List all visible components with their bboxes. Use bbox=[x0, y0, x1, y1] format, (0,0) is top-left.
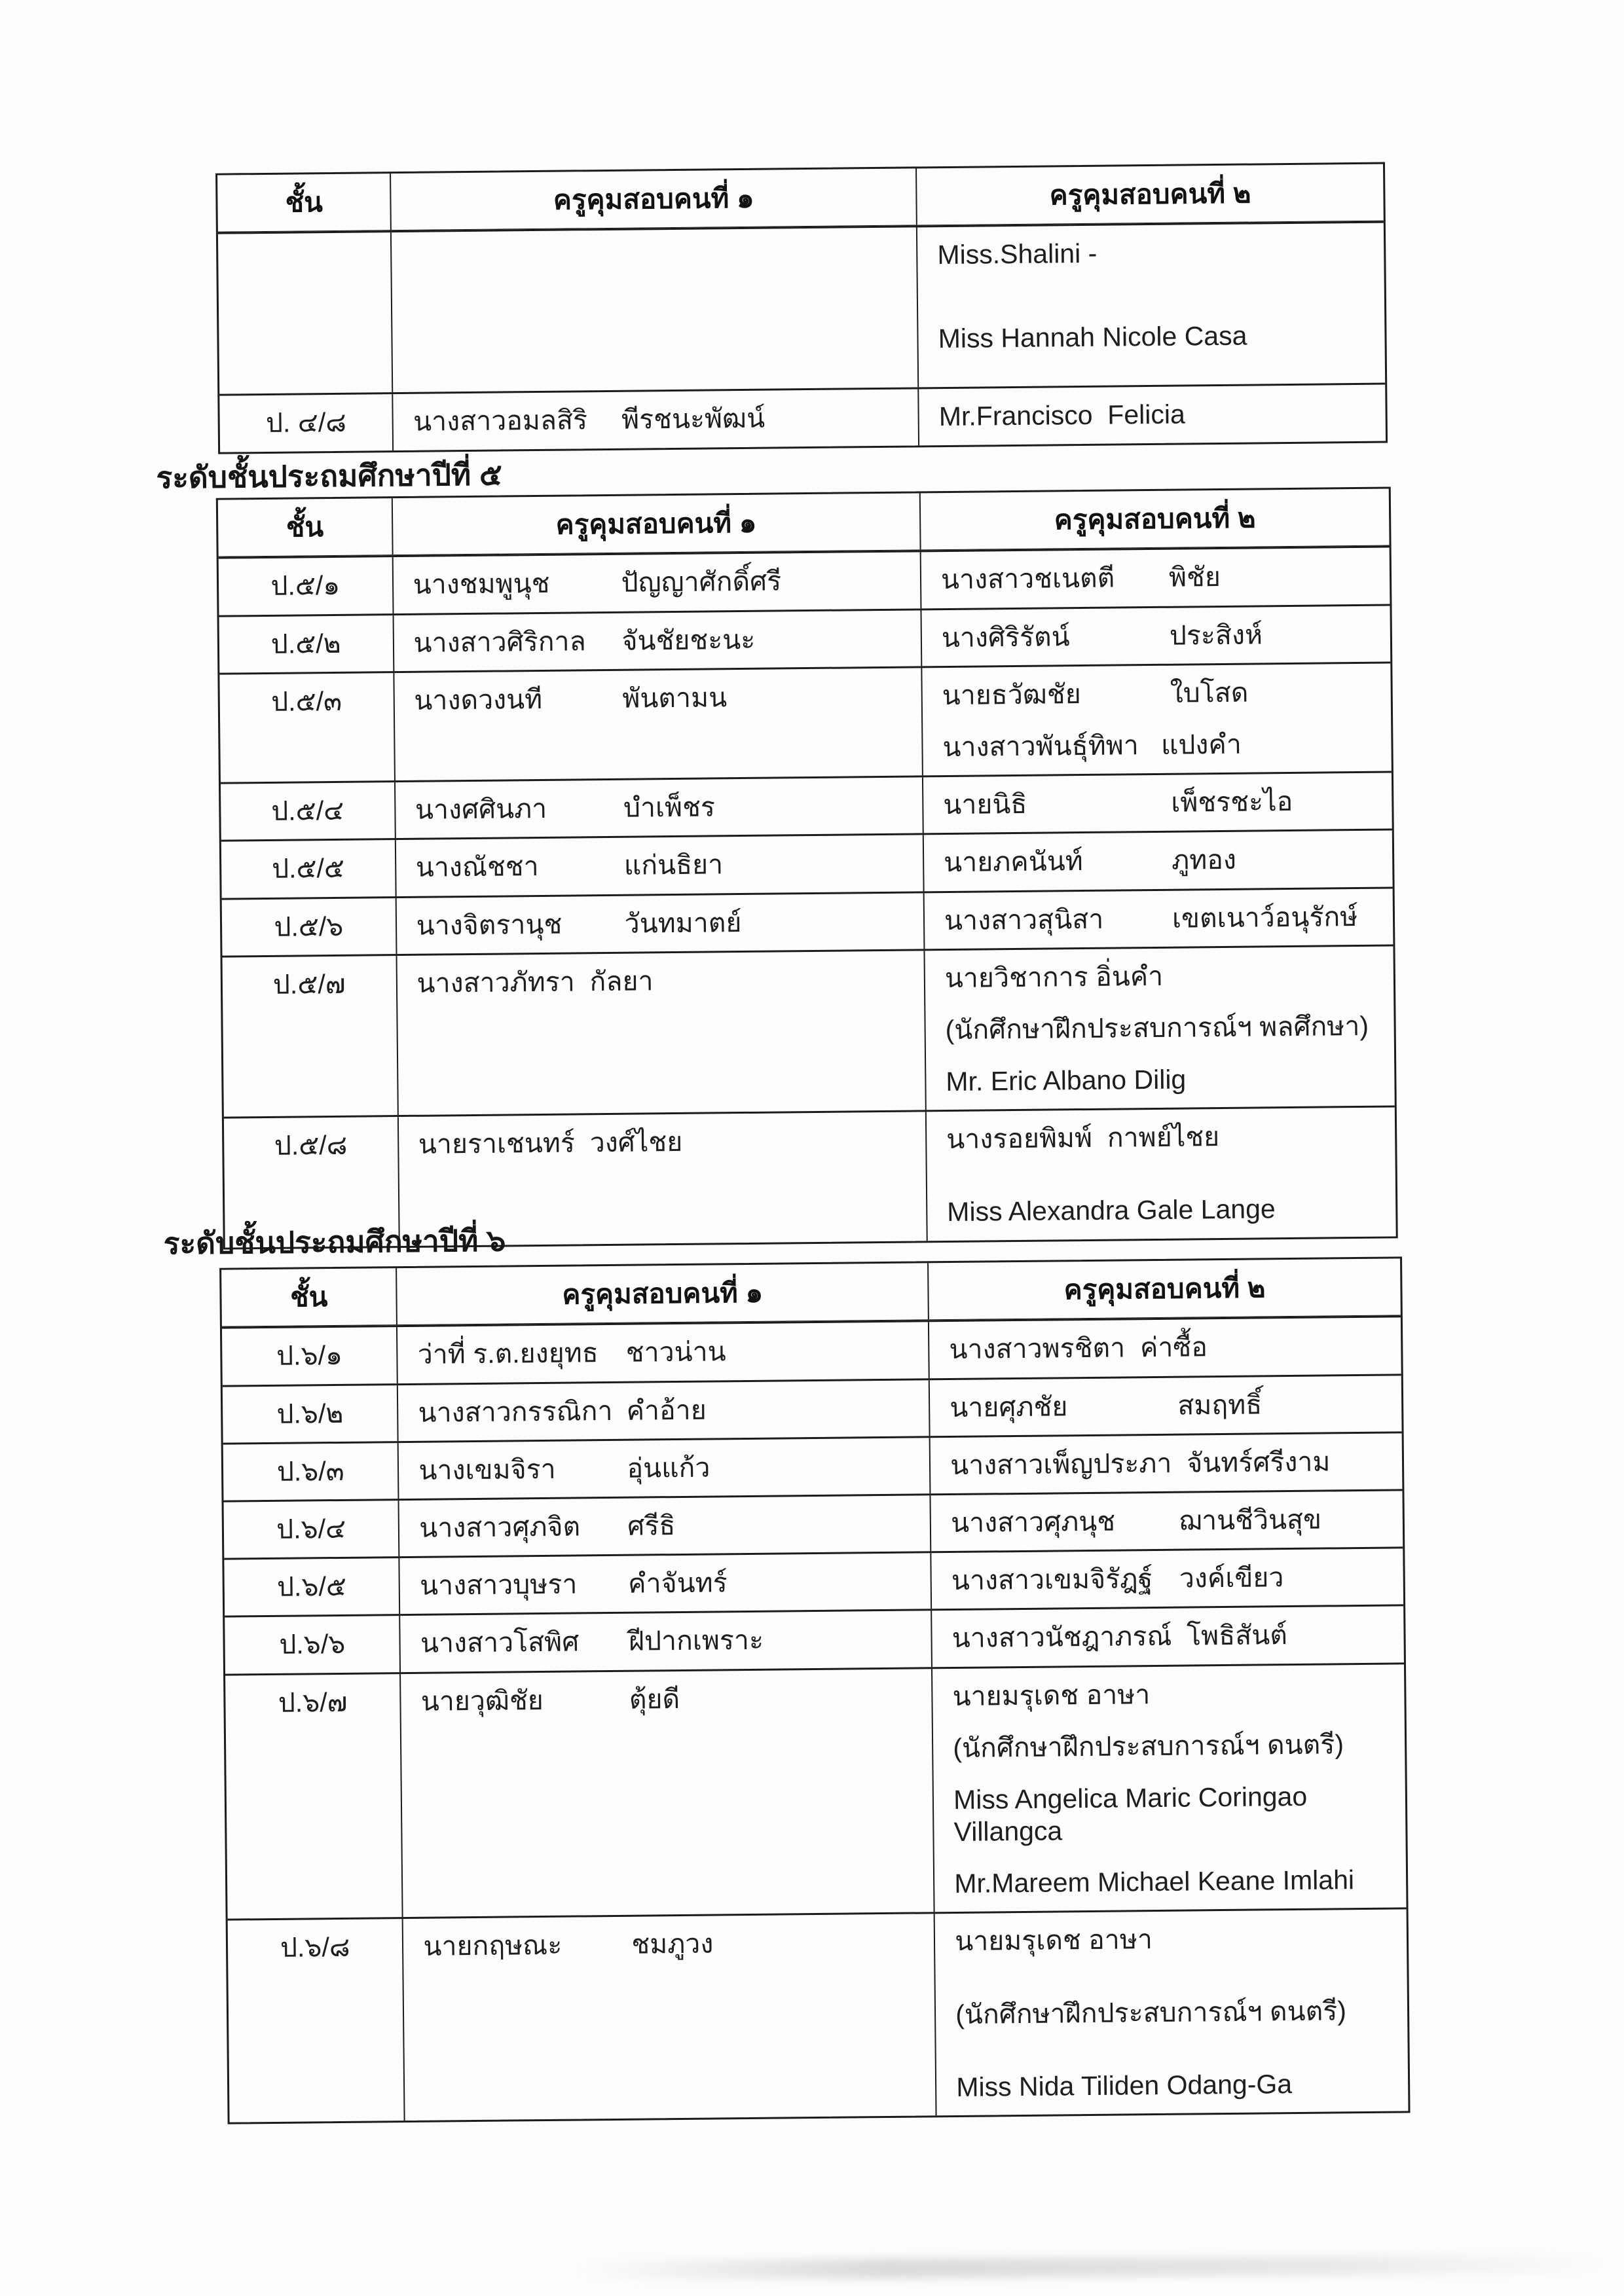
proctor2-cell: นายมรุเดช อาษา (นักศึกษาฝึกประสบการณ์ฯ ดนตรี) Miss Angelica Maric Coringao Villangca Mr.Mareem Michael Keane Imlahi bbox=[931, 1664, 1406, 1912]
proctor2-cell: นางสาวศุภนุช ฌานชีวินสุข bbox=[930, 1491, 1403, 1551]
proctor1-cell: นางสาวภัทรา กัลยา bbox=[396, 951, 925, 1115]
proctor2-cell: นายภคนันท์ ภูทอง bbox=[923, 831, 1393, 891]
proctor2-cell: นางสาวเขมจิรัฎฐ์ วงค์เขียว bbox=[931, 1549, 1404, 1609]
class-cell: ป.๖/๕ bbox=[276, 1571, 347, 1603]
proctor2-cell: นายธวัฒชัย ใบโสด นางสาวพันธุ์ทิพา แปงคำ bbox=[921, 663, 1392, 775]
class-cell: ป.๕/๓ bbox=[270, 685, 342, 717]
proctor1-cell bbox=[390, 228, 917, 393]
p5-proctor-table bbox=[216, 486, 1398, 1249]
proctor1-cell: นายราเชนทร์ วงศ์ไชย bbox=[397, 1112, 926, 1246]
proctor1-cell: นางณัชชา แก่นธิยา bbox=[394, 835, 923, 896]
table-row bbox=[218, 221, 1385, 394]
table-row bbox=[221, 829, 1393, 898]
proctor1-cell: นางชมพูนุช ปัญญาศักดิ์ศรี bbox=[392, 553, 920, 613]
header-class: ชั้น bbox=[289, 1281, 328, 1313]
proctor2-cell: Mr.Francisco Felicia bbox=[917, 385, 1386, 445]
proctor2-cell: นางสาวชเนตตี พิชัย bbox=[920, 548, 1390, 608]
proctor2-cell: นายมรุเดช อาษา (นักศึกษาฝึกประสบการณ์ฯ ดนตรี) Miss Nida Tiliden Odang-Ga bbox=[934, 1910, 1409, 2115]
proctor2-cell: นางสาวนัชฎาภรณ์ โพธิสันต์ bbox=[931, 1607, 1404, 1667]
proctor1-cell: นางสาวโสพิศ ฝีปากเพราะ bbox=[399, 1611, 932, 1672]
table-row bbox=[228, 1908, 1409, 2123]
header-proctor1: ครูคุมสอบคนที่ ๑ bbox=[391, 493, 919, 555]
table-row bbox=[222, 886, 1393, 955]
class-cell: ป.๖/๗ bbox=[278, 1686, 348, 1718]
class-cell: ป.๖/๑ bbox=[276, 1340, 343, 1372]
class-cell: ป.๕/๒ bbox=[270, 628, 341, 659]
class-cell: ป.๕/๕ bbox=[271, 853, 345, 884]
table-header-row bbox=[221, 1258, 1401, 1327]
table-row bbox=[225, 1605, 1404, 1673]
proctor2-cell: นายศุภชัย สมฤทธิ์ bbox=[929, 1376, 1402, 1436]
section-title-p6: ระดับชั้นประถมศึกษาปีที่ ๖ bbox=[163, 1223, 506, 1261]
proctor1-cell: ว่าที่ ร.ต.ยงยุทธ ชาวน่าน bbox=[396, 1322, 929, 1383]
table-row bbox=[225, 1662, 1407, 1919]
header-proctor2: ครูคุมสอบคนที่ ๒ bbox=[927, 1258, 1401, 1319]
table-row bbox=[223, 1374, 1402, 1442]
header-class: ชั้น bbox=[285, 187, 323, 218]
table-header-row bbox=[217, 164, 1384, 232]
class-cell: ป.๕/๗ bbox=[272, 968, 346, 1000]
header-proctor2: ครูคุมสอบคนที่ ๒ bbox=[915, 164, 1384, 225]
proctor2-cell: นางสาวสุนิสา เขตเนาว์อนุรักษ์ bbox=[923, 888, 1393, 949]
table-row bbox=[222, 1316, 1401, 1385]
proctor1-cell: นางจิตรานุช วันทมาตย์ bbox=[395, 893, 923, 954]
header-proctor1: ครูคุมสอบคนที่ ๑ bbox=[396, 1263, 928, 1324]
proctor1-cell: นางสาวศุภจิต ศรีธิ bbox=[398, 1495, 931, 1556]
header-proctor1: ครูคุมสอบคนที่ ๑ bbox=[390, 168, 916, 230]
table-row bbox=[223, 944, 1395, 1117]
proctor1-cell: นางสาวอมลสิริ พีรชนะพัฒน์ bbox=[392, 390, 919, 450]
proctor1-cell: นายกฤษณะ ชมภูวง bbox=[402, 1914, 936, 2121]
proctor2-cell: นางสาวพรชิตา ค่าซื้อ bbox=[928, 1318, 1401, 1378]
section-title-p5: ระดับชั้นประถมศึกษาปีที่ ๕ bbox=[156, 457, 502, 495]
table-row bbox=[223, 1489, 1403, 1558]
table-row bbox=[219, 383, 1386, 452]
table-row bbox=[221, 771, 1392, 840]
class-cell: ป.๖/๖ bbox=[279, 1629, 346, 1660]
proctor2-cell: นางศิริรัตน์ ประสิงห์ bbox=[920, 606, 1390, 666]
proctor1-cell: นางดวงนที พันตามน bbox=[393, 668, 922, 780]
class-cell bbox=[218, 233, 392, 395]
table-row bbox=[223, 1431, 1403, 1500]
table-row bbox=[224, 1547, 1403, 1616]
proctor1-cell: นางสาวศิริกาล จันชัยชะนะ bbox=[392, 610, 921, 671]
table-row bbox=[219, 604, 1391, 672]
table-header-row bbox=[218, 489, 1390, 558]
proctor2-cell: นายวิชาการ อิ่นคำ (นักศึกษาฝึกประสบการณ์ฯ พลศึกษา) Mr. Eric Albano Dilig bbox=[923, 946, 1394, 1110]
proctor1-cell: นางสาวกรรณิกา คำอ้าย bbox=[397, 1380, 929, 1441]
header-class: ชั้น bbox=[286, 511, 324, 543]
class-cell: ป.๖/๘ bbox=[280, 1932, 350, 1963]
class-cell: ป.๖/๓ bbox=[276, 1455, 344, 1487]
class-cell: ป.๖/๒ bbox=[276, 1398, 344, 1429]
class-cell: ป.๕/๖ bbox=[274, 911, 344, 942]
table-row bbox=[219, 661, 1392, 782]
proctor1-cell: นางศศินภา บำเพ็ชร bbox=[394, 778, 923, 839]
proctor2-cell: นางรอยพิมพ์ กาพย์ไชย Miss Alexandra Gale Lange bbox=[925, 1108, 1396, 1241]
proctor1-cell: นายวุฒิชัย ตุ้ยดี bbox=[399, 1669, 933, 1918]
header-proctor2: ครูคุมสอบคนที่ ๒ bbox=[919, 489, 1390, 550]
class-cell: ป.๕/๘ bbox=[274, 1130, 348, 1161]
p6-proctor-table bbox=[219, 1256, 1410, 2124]
proctor1-cell: นางเขมจิรา อุ่นแก้ว bbox=[397, 1438, 930, 1499]
class-cell: ป. ๔/๘ bbox=[265, 407, 347, 439]
proctor1-cell: นางสาวบุษรา คำจันทร์ bbox=[399, 1553, 931, 1614]
proctor2-cell: นางสาวเพ็ญประภา จันทร์ศรีงาม bbox=[929, 1433, 1403, 1493]
table-row bbox=[219, 546, 1390, 615]
proctor2-cell: นายนิธิ เพ็ชรชะไอ bbox=[922, 773, 1392, 833]
class-cell: ป.๕/๔ bbox=[271, 795, 344, 827]
class-cell: ป.๕/๑ bbox=[270, 570, 341, 602]
class-cell: ป.๖/๔ bbox=[276, 1513, 346, 1544]
proctor2-cell: Miss.Shalini - Miss Hannah Nicole Casa bbox=[916, 223, 1385, 388]
p4-proctor-table bbox=[215, 162, 1388, 454]
